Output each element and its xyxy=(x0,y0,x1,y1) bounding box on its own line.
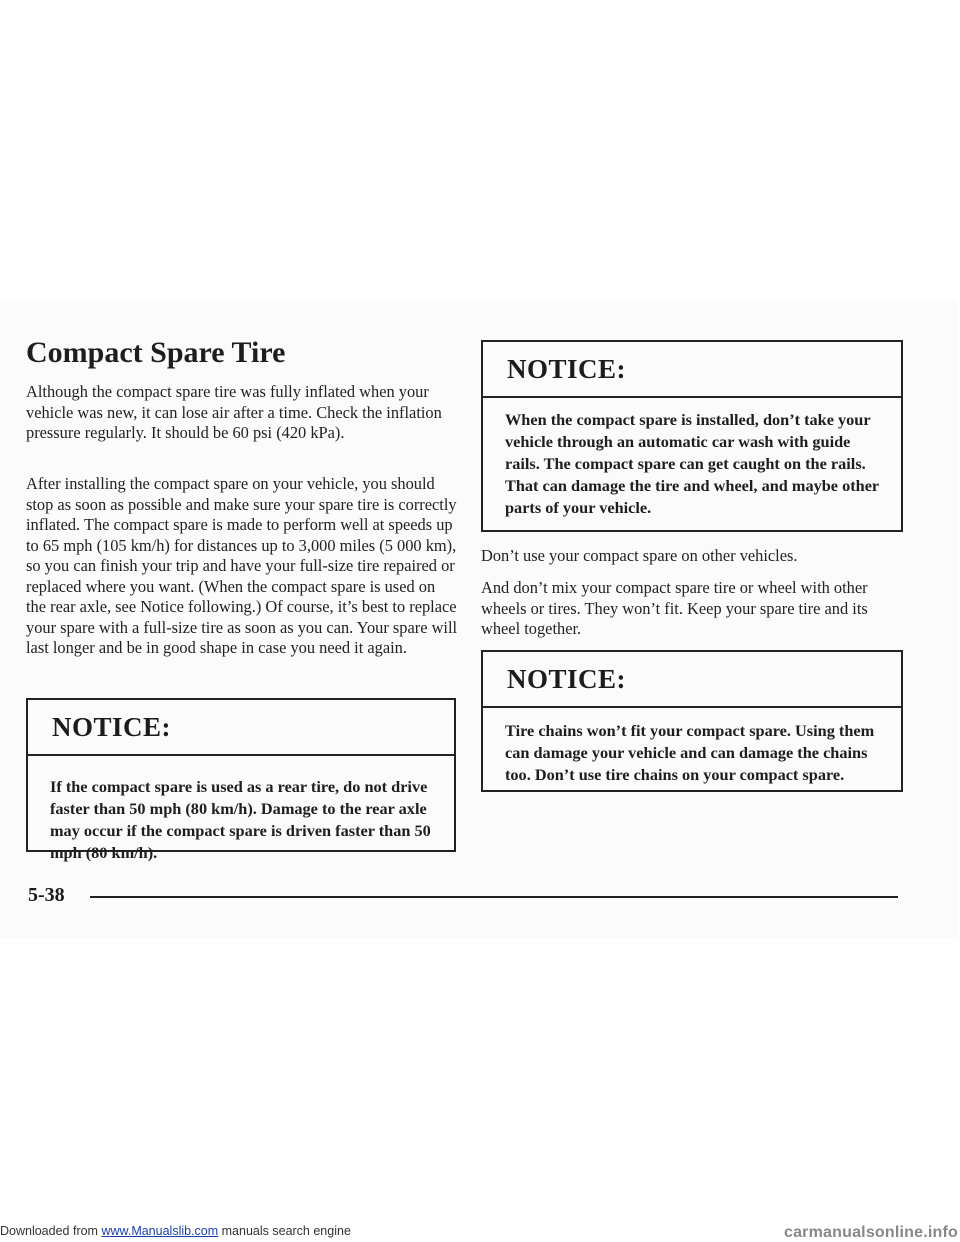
manualslib-link[interactable]: www.Manualslib.com xyxy=(101,1224,219,1238)
watermark-source xyxy=(0,1224,351,1238)
download-watermark xyxy=(0,1224,960,1242)
notice-text: If the compact spare is used as a rear tire, do not drive faster than 50 mph (80 km/h). Damage to the rear axle may occur if the compact spare is driven faster than 50 mph (80 km/h). xyxy=(50,777,431,862)
watermark-suffix: manuals search engine xyxy=(218,1224,351,1238)
notice-header xyxy=(28,700,454,756)
section-title: Compact Spare Tire xyxy=(26,336,286,369)
notice-text: Tire chains won’t fit your compact spare. Using them can damage your vehicle and can damage the chains too. Don’t use tire chains on your compact spare. xyxy=(505,721,875,784)
paragraph-inflation: Although the compact spare tire was fully inflated when your vehicle was new, it can lose air after a time. Check the inflation pressure regularly. It should be 60 psi (420 kPa). xyxy=(26,382,442,442)
notice-heading: NOTICE: xyxy=(507,353,627,384)
paragraph-mix-wheels: And don’t mix your compact spare tire or wheel with other wheels or tires. They won’t fit. Keep your spare tire and its wheel together. xyxy=(481,578,868,638)
notice-heading: NOTICE: xyxy=(52,711,172,742)
top-margin xyxy=(0,0,960,300)
notice-box-rear-tire xyxy=(26,698,456,862)
notice-header xyxy=(483,652,901,708)
notice-header xyxy=(483,342,901,398)
notice-heading: NOTICE: xyxy=(507,663,627,694)
carmanualsonline-logo: carmanualsonline.info xyxy=(783,1224,958,1241)
paragraph-other-vehicles: Don’t use your compact spare on other vehicles. xyxy=(481,546,798,565)
manual-page xyxy=(0,300,958,938)
notice-box-tire-chains xyxy=(481,650,903,792)
notice-text: When the compact spare is installed, don’t take your vehicle through an automatic car wash with guide rails. The compact spare can get caught on the rails. That can damage the tire and wheel, and maybe other parts of your vehicle. xyxy=(505,410,879,517)
watermark-prefix: Downloaded from xyxy=(0,1224,102,1238)
footer-rule xyxy=(90,896,898,898)
page-number: 5-38 xyxy=(28,884,65,906)
notice-box-car-wash xyxy=(481,340,903,532)
bottom-margin xyxy=(0,938,960,1218)
paragraph-after-installing: After installing the compact spare on your vehicle, you should stop as soon as possible and make sure your spare tire is correctly inflated. The compact spare is made to perform well at speeds up to 65 mph (105 km/h) for distances up to 3,000 miles (5 000 km), so you can finish your trip and have your full-size tire repaired or replaced where you want. (When the compact spare is used on the rear axle, see Notice following.) Of course, it’s best to replace your spare with a full-size tire as soon as you can. Your spare will last longer and be in good shape in case you need it again. xyxy=(26,474,458,657)
